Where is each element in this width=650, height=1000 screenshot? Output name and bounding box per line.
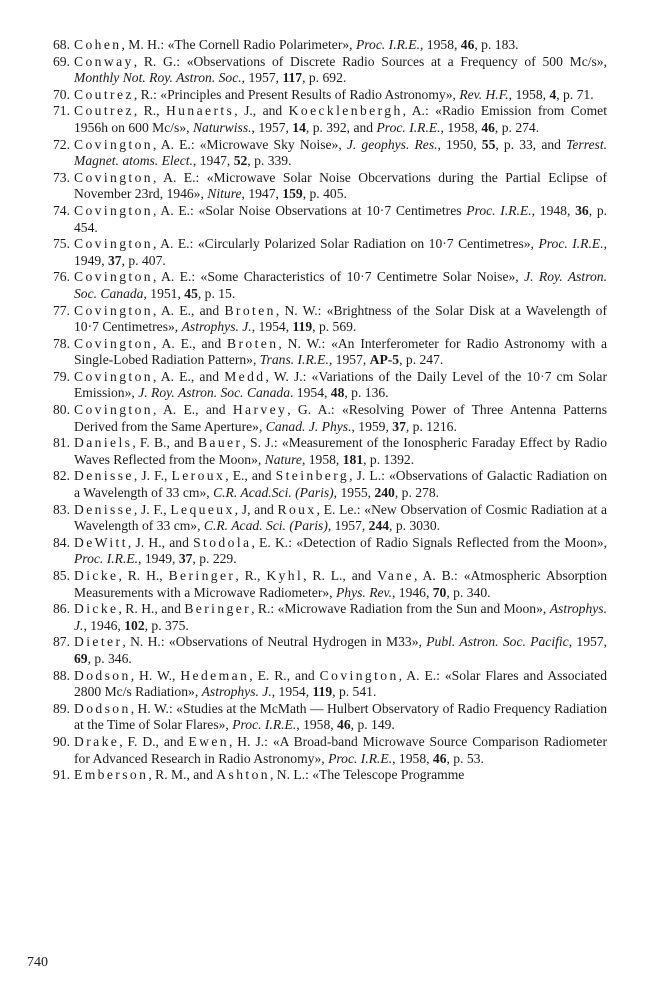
reference-text: , M. H.: «The Cornell Radio Polarimeter»,	[121, 37, 356, 52]
journal-title: Publ. Astron. Soc. Pacific	[426, 634, 569, 650]
reference-text: , A. B.: «Atmospheric Absorption Measurements with a Microwave Radiometer»,	[74, 568, 608, 600]
reference-text: , p. 405.	[302, 186, 347, 202]
journal-title: J. Roy. Astron. Soc. Canada	[74, 269, 607, 301]
reference-text: , R. M., and	[148, 767, 217, 783]
author-surname: Drake	[74, 733, 120, 749]
reference-text: , p. 569.	[312, 319, 357, 335]
reference-text: , 1957,	[328, 352, 370, 368]
reference-number: 77.	[53, 302, 70, 318]
reference-entry	[22, 37, 607, 54]
author-surname: Koecklenbergh	[288, 103, 403, 119]
author-surname: Broten	[224, 302, 276, 318]
reference-number: 84.	[53, 534, 70, 550]
volume-number: 69	[74, 650, 88, 666]
reference-number: 82.	[53, 468, 70, 484]
journal-title: Proc. I.R.E.	[355, 37, 420, 52]
reference-text: . 1954,	[290, 385, 331, 401]
reference-text: , p. 339.	[247, 153, 292, 169]
journal-title: Nature	[264, 451, 302, 467]
reference-entry	[22, 668, 607, 701]
reference-number: 88.	[53, 667, 70, 683]
author-surname: Harvey	[232, 402, 288, 418]
reference-text: , A. E.: «Some Characteristics of 10·7 Centimetre Solar Noise»,	[153, 269, 525, 285]
journal-title: Trans. I.R.E.	[259, 352, 329, 368]
author-surname: Leroux	[171, 468, 226, 484]
author-surname: Broten	[227, 335, 279, 351]
reference-text: , p. 375.	[144, 617, 189, 633]
reference-text: , 1957,	[251, 119, 293, 135]
reference-text: , p. 3030.	[389, 518, 441, 534]
reference-entry	[22, 369, 607, 402]
author-surname: Bauer	[197, 435, 243, 451]
reference-text: , E. K.: «Detection of Radio Signals Reflected from the Moon»,	[251, 534, 607, 550]
reference-text: , N. W.: «An Interferometer for Radio Astronomy with a Single-Lobed Radiation Pattern»,	[74, 335, 607, 368]
reference-text: , J. F.,	[133, 501, 171, 517]
reference-number: 81.	[53, 435, 70, 451]
reference-entry	[22, 568, 607, 601]
volume-number: 4	[549, 86, 557, 102]
reference-text: , A. E.: «Microwave Solar Noise Obcervations during the Partial Eclipse of November 23rd, 1946»,	[74, 169, 607, 202]
reference-text: , 1958,	[420, 37, 461, 52]
reference-text: , p. 183.	[474, 37, 519, 52]
reference-number: 86.	[53, 601, 70, 617]
reference-text: , p. 33, and	[495, 136, 567, 152]
reference-entry	[22, 402, 607, 435]
reference-text: , A. E., and	[153, 368, 225, 384]
author-surname: Coutrez	[74, 86, 134, 102]
reference-text: , N. L.: «The Telescope Programme	[269, 767, 465, 783]
reference-entry	[22, 170, 607, 203]
reference-entry	[22, 701, 607, 734]
journal-title: Proc. I.R.E.	[538, 236, 604, 252]
volume-number: 55	[481, 136, 496, 152]
author-surname: Medd	[224, 368, 266, 384]
reference-text: , R. L., and	[303, 568, 378, 583]
reference-text: , p. 454.	[74, 202, 608, 235]
author-surname: Covington	[74, 368, 154, 384]
volume-number: 240	[374, 485, 395, 501]
reference-number: 75.	[53, 236, 70, 252]
journal-title: C.R. Acad.Sci. (Paris)	[213, 485, 334, 501]
reference-text: , 1954,	[271, 684, 313, 700]
author-surname: Denisse	[74, 468, 134, 484]
reference-text: , R. G.: «Observations of Discrete Radio Sources at a Frequency of 500 Mc/s»,	[133, 53, 607, 69]
author-surname: Ewen	[188, 733, 229, 749]
reference-text: , E., and	[225, 468, 276, 484]
journal-title: J. Roy. Astron. Soc. Canada	[138, 385, 290, 401]
reference-text: , A. E.: «Microwave Sky Noise»,	[153, 136, 347, 152]
page-number: 740	[27, 955, 48, 970]
reference-entry	[22, 137, 607, 170]
reference-text: , 1957,	[241, 70, 283, 86]
reference-number: 68.	[53, 37, 70, 52]
volume-number: 48	[330, 385, 345, 401]
reference-text: , 1949,	[138, 551, 179, 567]
reference-text: , S. J.: «Measurement of the Ionospheric Faraday Effect by Radio Waves Reflected from the Moon»,	[74, 435, 607, 467]
reference-text: , 1957,	[327, 518, 369, 534]
volume-number: 52	[233, 153, 248, 169]
author-surname: Covington	[319, 667, 399, 683]
author-surname: Covington	[74, 169, 154, 185]
reference-text: , p. 53.	[446, 750, 484, 766]
author-surname: Dicke	[74, 568, 119, 583]
volume-number: AP-5	[369, 352, 400, 368]
reference-number: 90.	[53, 733, 70, 749]
reference-entry	[22, 435, 607, 468]
author-surname: Roux	[277, 501, 317, 517]
volume-number: 119	[312, 684, 333, 700]
reference-number: 71.	[53, 103, 70, 119]
journal-title: Niture	[207, 186, 242, 202]
reference-number: 89.	[53, 700, 70, 716]
journal-title: Proc. I.R.E.	[328, 750, 393, 766]
author-surname: Hedeman	[180, 667, 250, 683]
reference-text: , R. H.,	[118, 568, 169, 583]
journal-title: Phys. Rev.	[335, 584, 392, 600]
author-surname: Covington	[74, 202, 154, 218]
author-surname: Vane	[377, 568, 414, 583]
author-surname: Hunaerts	[165, 103, 235, 119]
author-surname: Denisse	[74, 501, 134, 517]
author-surname: Dicke	[74, 601, 119, 617]
author-surname: Covington	[74, 302, 154, 318]
reference-text: , p. 229.	[192, 551, 237, 567]
reference-text: , E. R., and	[249, 667, 320, 683]
reference-text: , p. 15.	[197, 285, 236, 301]
volume-number: 46	[337, 717, 351, 733]
reference-text: , H. W.: «Studies at the McMath — Hulbert Observatory of Radio Frequency Radiation at the Time of Solar Flares»,	[74, 700, 607, 733]
author-surname: Dodson	[74, 667, 131, 683]
reference-text: , 1954,	[251, 319, 293, 335]
reference-text: , 1946,	[83, 617, 125, 633]
reference-text: , F. D., and	[119, 733, 189, 749]
volume-number: 159	[282, 186, 303, 202]
reference-entry	[22, 468, 607, 501]
reference-text: , p. 346.	[87, 650, 132, 666]
reference-text: , p. 247.	[399, 352, 444, 368]
reference-text: , F. B., and	[132, 435, 198, 451]
reference-text: , 1946,	[391, 584, 433, 600]
reference-entry	[22, 303, 607, 336]
reference-text: , J., and	[234, 103, 289, 119]
reference-text: , W. J.: «Variations of the Daily Level of the 10·7 cm Solar Emission»,	[74, 368, 607, 401]
reference-text: , p. 149.	[350, 717, 395, 733]
reference-entry	[22, 103, 607, 136]
reference-text: , A. E., and	[153, 302, 225, 318]
volume-number: 117	[282, 70, 303, 86]
reference-text: , 1958,	[508, 86, 550, 102]
reference-text: , N. W.: «Brightness of the Solar Disk at a Wavelength of 10·7 Centimetres»,	[74, 302, 607, 335]
reference-entry	[22, 535, 607, 568]
reference-entry	[22, 601, 607, 634]
reference-entry	[22, 236, 607, 269]
reference-text: , N. H.: «Observations of Neutral Hydrogen in M33»,	[122, 634, 427, 650]
journal-title: Naturwiss.	[192, 119, 252, 135]
reference-list	[22, 37, 607, 784]
reference-text: , J. H., and	[127, 534, 194, 550]
volume-number: 14	[292, 119, 306, 135]
author-surname: Covington	[74, 335, 154, 351]
reference-text: , E. Le.: «New Observation of Cosmic Radiation at a Wavelength of 33 cm»,	[74, 501, 607, 534]
author-surname: Conway	[74, 53, 134, 69]
reference-text: , 1947,	[241, 186, 283, 202]
reference-text: , p. 71.	[556, 86, 594, 102]
reference-entry	[22, 269, 607, 302]
reference-number: 74.	[53, 202, 70, 218]
journal-title: Monthly Not. Roy. Astron. Soc.	[74, 70, 242, 86]
reference-entry	[22, 734, 607, 767]
reference-number: 78.	[53, 335, 70, 351]
volume-number: 37	[392, 418, 406, 434]
volume-number: 46	[432, 750, 447, 766]
reference-number: 73.	[53, 169, 70, 185]
reference-text: , 1959,	[351, 418, 393, 434]
reference-text: , 1950,	[437, 136, 482, 152]
reference-text: , J, and	[234, 501, 278, 517]
reference-text: , A. E., and	[153, 335, 227, 351]
journal-title: Rev. H.F.	[459, 86, 509, 102]
journal-title: Astrophys. J.	[74, 601, 607, 633]
journal-title: Proc. I.R.E.	[376, 119, 441, 135]
reference-text: , A. E.: «Solar Noise Observations at 10·7 Centimetres	[153, 202, 467, 218]
volume-number: 119	[292, 319, 313, 335]
reference-text: , R.: «Principles and Present Results of Radio Astronomy»,	[133, 86, 460, 102]
reference-text: , 1951,	[143, 285, 185, 301]
volume-number: 36	[575, 202, 589, 218]
author-surname: Lequeux	[170, 501, 235, 517]
reference-number: 70.	[53, 86, 70, 102]
volume-number: 37	[178, 551, 193, 567]
reference-text: , 1947,	[192, 153, 234, 169]
reference-text: , p. 340.	[446, 584, 491, 600]
reference-text: , R.: «Microwave Radiation from the Sun and Moon»,	[251, 601, 550, 617]
volume-number: 102	[124, 617, 145, 633]
journal-title: Proc. I.R.E.	[232, 717, 297, 733]
reference-text: , A. E., and	[153, 402, 233, 418]
author-surname: DeWitt	[74, 534, 128, 550]
volume-number: 181	[342, 451, 364, 467]
reference-text: , 1958,	[440, 119, 482, 135]
reference-number: 80.	[53, 402, 70, 418]
reference-text: , p. 407.	[121, 252, 166, 268]
reference-number: 91.	[53, 767, 70, 783]
author-surname: Kyhl	[266, 568, 304, 583]
volume-number: 46	[460, 37, 475, 52]
author-surname: Steinberg	[275, 468, 350, 484]
author-surname: Covington	[74, 269, 154, 285]
reference-text: , 1958,	[392, 750, 433, 766]
journal-title: J. geophys. Res.	[346, 136, 438, 152]
reference-text: , p. 692.	[302, 70, 347, 86]
reference-text: , R.,	[133, 103, 166, 119]
journal-title: Terrest. Magnet. atoms. Elect.	[74, 136, 607, 169]
author-surname: Beringer	[168, 568, 236, 583]
reference-entry	[22, 634, 607, 667]
reference-text: , R. H., and	[118, 601, 185, 617]
author-surname: Emberson	[74, 767, 149, 783]
journal-title: Astrophys. J.	[201, 684, 272, 700]
author-surname: Ashton	[216, 767, 270, 783]
reference-text: , J. F.,	[133, 468, 172, 484]
reference-text: , 1955,	[333, 485, 375, 501]
reference-text: , A.: «Radio Emission from Comet 1956h on 600 Mc/s»,	[74, 103, 607, 135]
author-surname: Daniels	[74, 435, 133, 451]
volume-number: 70	[432, 584, 447, 600]
reference-entry	[22, 336, 607, 369]
reference-text: , R.,	[235, 568, 267, 583]
reference-number: 87.	[53, 634, 70, 650]
reference-text: , p. 1392.	[363, 451, 415, 467]
reference-text: , J. L.: «Observations of Galactic Radiation on a Wavelength of 33 cm»,	[74, 468, 607, 501]
reference-text: , p. 136.	[344, 385, 389, 401]
volume-number: 45	[184, 285, 198, 301]
reference-number: 83.	[53, 501, 70, 517]
journal-title: Astrophys. J.	[181, 319, 252, 335]
author-surname: Covington	[74, 402, 154, 418]
journal-title: C.R. Acad. Sci. (Paris)	[203, 518, 328, 534]
author-surname: Dodson	[74, 700, 131, 716]
reference-text: , H. J.: «A Broad-band Microwave Source Comparison Radiometer for Advanced Research in Radio Astronomy»,	[74, 733, 607, 766]
author-surname: Covington	[74, 136, 154, 152]
reference-text: , p. 278.	[394, 485, 440, 501]
reference-text: , 1958,	[296, 717, 338, 733]
reference-number: 76.	[53, 269, 70, 285]
reference-entry	[22, 203, 607, 236]
reference-text: , 1957,	[568, 634, 608, 650]
reference-text: , A. E.: «Solar Flares and Associated 2800 Mc/s Radiation»,	[74, 667, 607, 700]
reference-text: , 1949,	[74, 236, 607, 268]
reference-text: , p. 274.	[494, 119, 540, 135]
reference-number: 69.	[53, 53, 70, 69]
author-surname: Cohen	[74, 37, 122, 52]
reference-text: , 1958,	[301, 451, 343, 467]
reference-entry	[22, 502, 607, 535]
reference-entry	[22, 87, 607, 104]
author-surname: Beringer	[184, 601, 252, 617]
reference-entry	[22, 54, 607, 87]
author-surname: Stodola	[193, 534, 252, 550]
reference-text: , 1948,	[531, 202, 576, 218]
volume-number: 37	[107, 252, 122, 268]
volume-number: 46	[481, 119, 495, 135]
reference-number: 72.	[53, 136, 70, 152]
reference-text: , G. A.: «Resolving Power of Three Antenna Patterns Derived from the Same Aperture»,	[74, 402, 608, 434]
reference-text: , H. W.,	[130, 667, 181, 683]
reference-entry	[22, 767, 607, 784]
journal-title: Canad. J. Phys.	[265, 418, 352, 434]
reference-number: 85.	[53, 568, 70, 583]
journal-title: Proc. I.R.E.	[466, 202, 532, 218]
reference-text: , p. 1216.	[405, 418, 457, 434]
volume-number: 244	[368, 518, 390, 534]
author-surname: Covington	[74, 236, 154, 252]
reference-number: 79.	[53, 368, 70, 384]
journal-title: Proc. I.R.E.	[74, 551, 139, 567]
author-surname: Dieter	[74, 634, 123, 650]
author-surname: Coutrez	[74, 103, 134, 119]
reference-text: , p. 392, and	[305, 119, 377, 135]
reference-text: , p. 541.	[332, 684, 377, 700]
reference-text: , A. E.: «Circularly Polarized Solar Radiation on 10·7 Centimetres»,	[153, 236, 539, 252]
